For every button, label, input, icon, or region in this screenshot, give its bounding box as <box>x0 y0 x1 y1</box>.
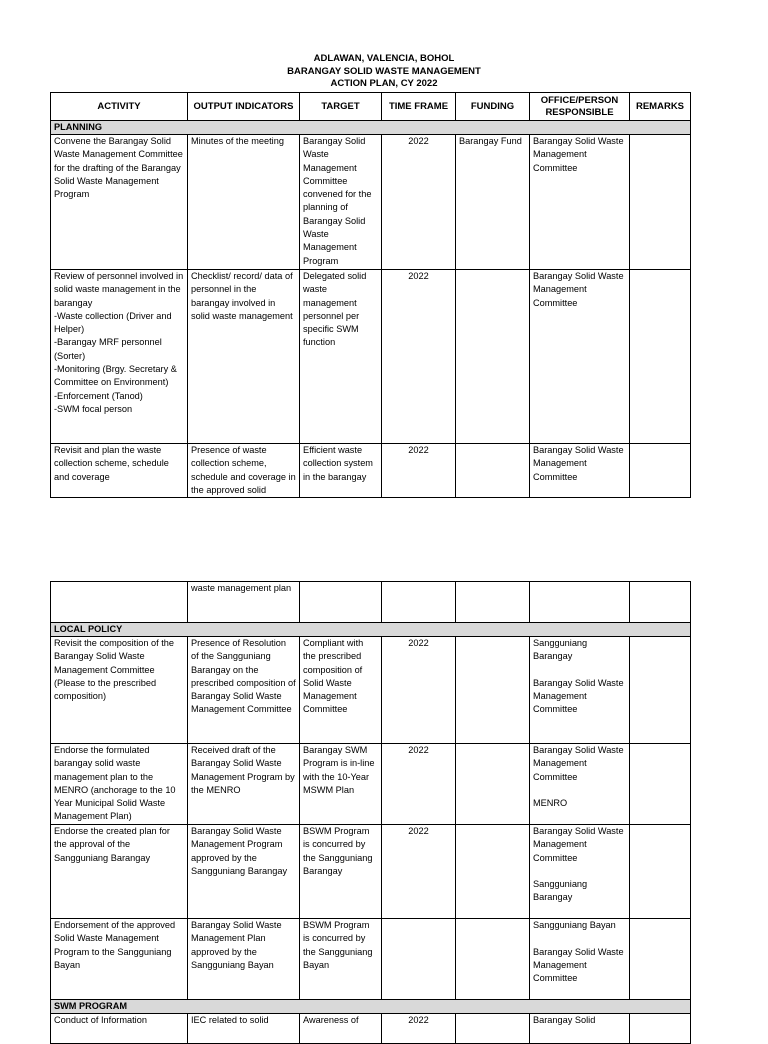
table-row <box>51 444 691 498</box>
cell-target: Efficient waste collection system in the barangay <box>300 444 382 498</box>
cell-time: 2022 <box>382 270 456 444</box>
table-header-row <box>51 93 691 121</box>
cell-remarks <box>630 270 691 444</box>
cell-remarks <box>630 444 691 498</box>
cell-activity: Convene the Barangay Solid Waste Management Committee for the drafting of the Barangay Solid Waste Management Program <box>51 135 188 270</box>
cell-time: 2022 <box>382 444 456 498</box>
cell-funding: Barangay Fund <box>456 135 530 270</box>
cell-time: 2022 <box>382 637 456 744</box>
section-row-swm-program <box>51 1000 691 1014</box>
cell-output: Checklist/ record/ data of personnel in the barangay involved in solid waste management <box>188 270 300 444</box>
header-subtitle: ACTION PLAN, CY 2022 <box>330 78 438 89</box>
col-office: OFFICE/PERSON RESPONSIBLE <box>530 93 630 121</box>
cell-office <box>530 582 630 623</box>
cell-time: 2022 <box>382 135 456 270</box>
cell-target: Awareness of <box>300 1014 382 1044</box>
cell-output: Barangay Solid Waste Management Program approved by the Sangguniang Barangay <box>188 825 300 919</box>
cell-output: Minutes of the meeting <box>188 135 300 270</box>
cell-activity: Conduct of Information <box>51 1014 188 1044</box>
cell-remarks <box>630 919 691 1000</box>
cell-activity: Revisit and plan the waste collection scheme, schedule and coverage <box>51 444 188 498</box>
col-output-indicators: OUTPUT INDICATORS <box>188 93 300 121</box>
cell-target <box>300 582 382 623</box>
cell-time: 2022 <box>382 1014 456 1044</box>
cell-office: Barangay Solid <box>530 1014 630 1044</box>
cell-office: Barangay Solid Waste Management Committee <box>530 270 630 444</box>
cell-office: Barangay Solid Waste Management Committee MENRO <box>530 744 630 825</box>
table-row <box>51 744 691 825</box>
header-title: BARANGAY SOLID WASTE MANAGEMENT <box>287 65 481 77</box>
cell-funding <box>456 1014 530 1044</box>
cell-time: 2022 <box>382 825 456 919</box>
cell-output: Received draft of the Barangay Solid Waste Management Program by the MENRO <box>188 744 300 825</box>
cell-activity: Endorsement of the approved Solid Waste Management Program to the Sangguniang Bayan <box>51 919 188 1000</box>
table-row-continuation <box>51 582 691 623</box>
cell-funding <box>456 444 530 498</box>
cell-time: 2022 <box>382 744 456 825</box>
cell-target: BSWM Program is concurred by the Sangguniang Barangay <box>300 825 382 919</box>
action-plan-table-page1 <box>50 92 691 498</box>
header-location: ADLAWAN, VALENCIA, BOHOL <box>313 53 455 64</box>
section-label: SWM PROGRAM <box>51 1000 691 1014</box>
cell-target: Barangay Solid Waste Management Committee convened for the planning of Barangay Solid Waste Management Program <box>300 135 382 270</box>
cell-activity: Review of personnel involved in solid waste management in the barangay -Waste collection (Driver and Helper) -Barangay MRF personnel (Sorter) -Monitoring (Brgy. Secretary & Committee on Environment) -Enforcement (Tanod) -SWM focal person <box>51 270 188 444</box>
cell-activity <box>51 582 188 623</box>
table-row <box>51 825 691 919</box>
cell-target: Delegated solid waste management personnel per specific SWM function <box>300 270 382 444</box>
table-row <box>51 637 691 744</box>
table-row <box>51 1014 691 1044</box>
cell-activity: Endorse the formulated barangay solid waste management plan to the MENRO (anchorage to the 10 Year Municipal Solid Waste Management Plan) <box>51 744 188 825</box>
cell-funding <box>456 744 530 825</box>
cell-remarks <box>630 637 691 744</box>
cell-target: BSWM Program is concurred by the Sangguniang Bayan <box>300 919 382 1000</box>
col-time-frame: TIME FRAME <box>382 93 456 121</box>
col-remarks: REMARKS <box>630 93 691 121</box>
cell-remarks <box>630 135 691 270</box>
cell-output: Presence of Resolution of the Sangguniang Barangay on the prescribed composition of Barangay Solid Waste Management Committee <box>188 637 300 744</box>
cell-output: Presence of waste collection scheme, schedule and coverage in the approved solid <box>188 444 300 498</box>
cell-output: Barangay Solid Waste Management Plan approved by the Sangguniang Bayan <box>188 919 300 1000</box>
cell-office: Sangguniang Bayan Barangay Solid Waste Management Committee <box>530 919 630 1000</box>
cell-target: Barangay SWM Program is in-line with the 10-Year MSWM Plan <box>300 744 382 825</box>
cell-office: Barangay Solid Waste Management Committee <box>530 444 630 498</box>
action-plan-table-page2 <box>50 581 691 1044</box>
cell-funding <box>456 270 530 444</box>
table-row <box>51 135 691 270</box>
col-activity: ACTIVITY <box>51 93 188 121</box>
cell-activity: Endorse the created plan for the approval of the Sangguniang Barangay <box>51 825 188 919</box>
col-funding: FUNDING <box>456 93 530 121</box>
cell-funding <box>456 825 530 919</box>
section-label: LOCAL POLICY <box>51 623 691 637</box>
section-row-planning <box>51 121 691 135</box>
cell-office: Barangay Solid Waste Management Committee Sangguniang Barangay <box>530 825 630 919</box>
cell-remarks <box>630 582 691 623</box>
col-target: TARGET <box>300 93 382 121</box>
cell-activity: Revisit the composition of the Barangay Solid Waste Management Committee (Please to the prescribed composition) <box>51 637 188 744</box>
table-row <box>51 919 691 1000</box>
document-header <box>0 53 768 91</box>
table-row <box>51 270 691 444</box>
cell-office: Barangay Solid Waste Management Committee <box>530 135 630 270</box>
cell-remarks <box>630 825 691 919</box>
cell-funding <box>456 637 530 744</box>
section-row-local-policy <box>51 623 691 637</box>
cell-time <box>382 582 456 623</box>
cell-time <box>382 919 456 1000</box>
cell-funding <box>456 919 530 1000</box>
cell-output: waste management plan <box>188 582 300 623</box>
cell-output: IEC related to solid <box>188 1014 300 1044</box>
cell-target: Compliant with the prescribed composition of Solid Waste Management Committee <box>300 637 382 744</box>
section-label: PLANNING <box>51 121 691 135</box>
cell-remarks <box>630 1014 691 1044</box>
cell-remarks <box>630 744 691 825</box>
cell-funding <box>456 582 530 623</box>
cell-office: Sangguniang Barangay Barangay Solid Waste Management Committee <box>530 637 630 744</box>
